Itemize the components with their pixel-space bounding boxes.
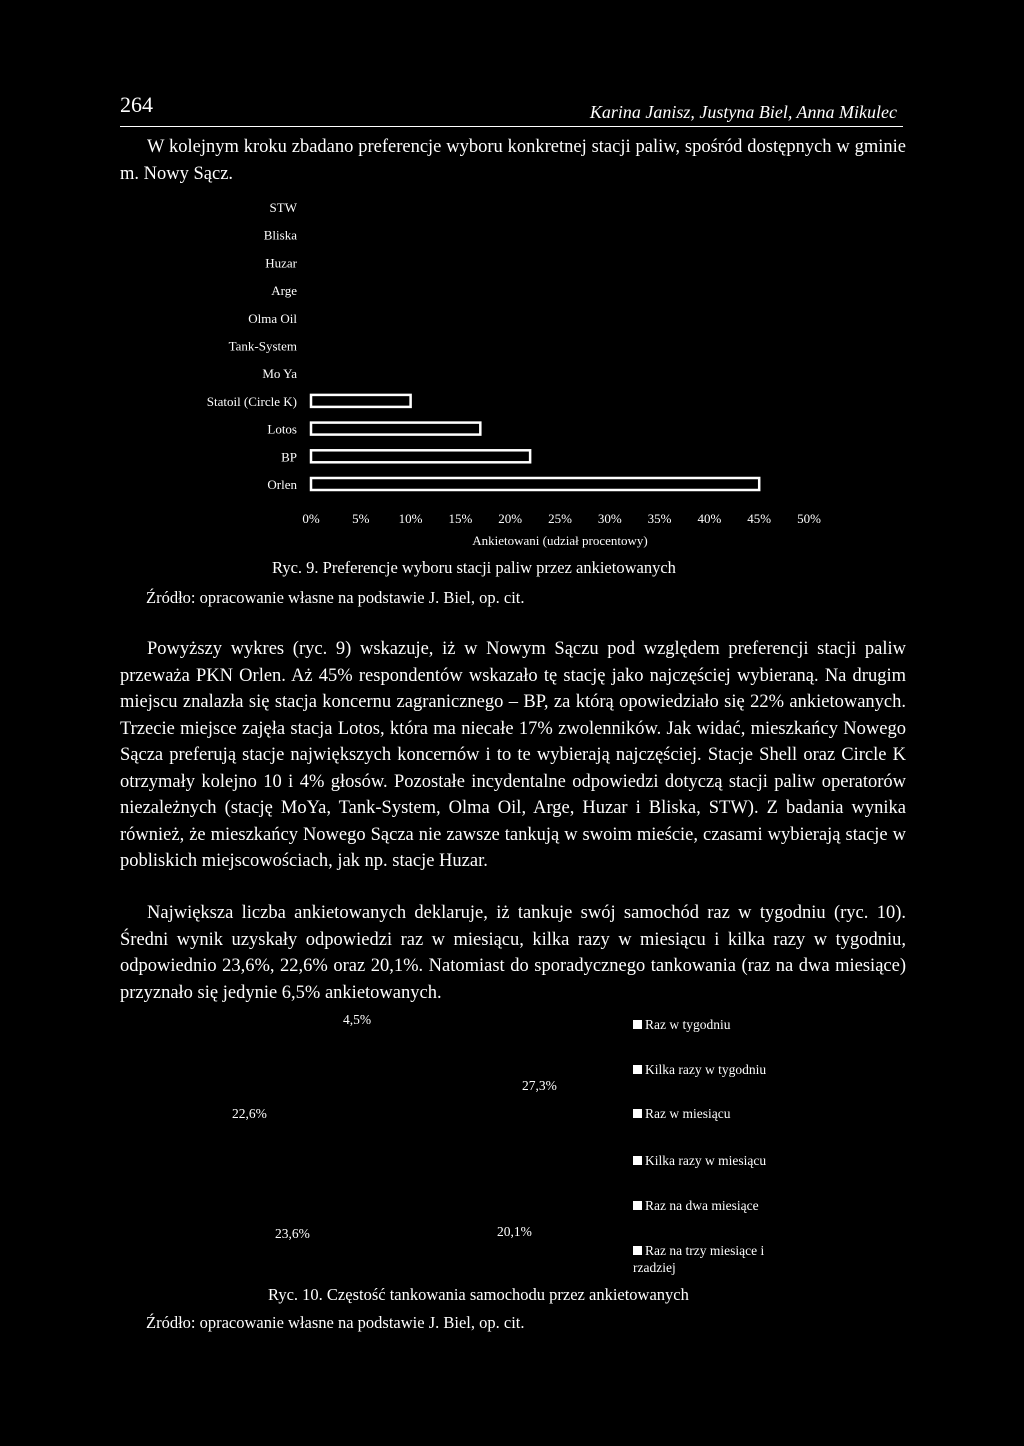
intro-paragraph: W kolejnym kroku zbadano preferencje wyboru konkretnej stacji paliw, spośród dostępnych w gminie m. Nowy Sącz. xyxy=(120,137,906,184)
bar xyxy=(311,256,314,268)
running-head: Karina Janisz, Justyna Biel, Anna Mikulec xyxy=(589,102,897,122)
bar xyxy=(311,284,314,296)
figure-caption-9: Ryc. 9. Preferencje wyboru stacji paliw przez ankietowanych xyxy=(272,558,676,577)
bar xyxy=(311,450,530,462)
category-label: Olma Oil xyxy=(248,310,297,326)
category-label: BP xyxy=(281,449,297,465)
legend-label: Kilka razy w miesiącu xyxy=(645,1153,767,1168)
bar xyxy=(311,478,759,490)
bar xyxy=(311,201,314,213)
figure-caption-10: Ryc. 10. Częstość tankowania samochodu przez ankietowanych xyxy=(268,1285,689,1304)
legend-item xyxy=(633,1016,803,1033)
bar xyxy=(311,395,411,407)
legend-label: Kilka razy w tygodniu xyxy=(645,1062,767,1077)
legend-item xyxy=(633,1197,803,1214)
category-label: Orlen xyxy=(267,477,297,492)
category-label: Huzar xyxy=(265,255,297,271)
body-paragraph-1: Powyższy wykres (ryc. 9) wskazuje, iż w Nowym Sączu pod względem preferencji stacji paliw przeważa PKN Orlen. Aż 45% respondentów wskazało tę stację jako najczęściej wybieraną. Na drugim miejscu znalazła się stacja koncernu zagranicznego – BP, za którą opowiedziało się 22% ankietowanych. Trzecie miejsce zajęła stacja Lotos, która ma niecałe 17% zwolenników. Jak widać, mieszkańcy Nowego Sącza preferują stacje największych koncernów i to te wybierają najczęściej. Stacje Shell oraz Circle K otrzymały kolejno 10 i 4% głosów. Pozostałe incydentalne odpowiedzi dotyczą stacji paliw operatorów niezależnych (stację MoYa, Tank-System, Olma Oil, Arge, Huzar i Bliska, STW). Z badania wynika również, że mieszkańcy Nowego Sącza nie zawsze tankują w swoim mieście, czasami wybierają stacje w pobliskich miejscowościach, jak np. stacje Huzar. xyxy=(120,639,906,871)
category-label: STW xyxy=(269,200,297,215)
x-tick-label: 5% xyxy=(352,511,370,526)
legend-swatch xyxy=(633,1201,642,1210)
x-tick-label: 10% xyxy=(398,511,423,526)
x-tick-label: 0% xyxy=(302,511,320,526)
legend-swatch xyxy=(633,1246,642,1255)
x-tick-label: 15% xyxy=(448,511,473,526)
legend-label: Raz na dwa miesiące xyxy=(645,1198,759,1213)
figure-source-9: Źródło: opracowanie własne na podstawie J. Biel, op. cit. xyxy=(146,588,525,607)
category-label: Arge xyxy=(271,283,297,299)
legend-label: Raz w miesiącu xyxy=(645,1106,731,1121)
x-tick-label: 30% xyxy=(597,511,622,526)
bar xyxy=(311,340,314,352)
legend-swatch xyxy=(633,1020,642,1029)
legend-label: Raz na trzy miesiące i rzadziej xyxy=(633,1243,765,1275)
pie-data-label: 22,6% xyxy=(232,1106,267,1121)
x-axis-label: Ankietowani (udział procentowy) xyxy=(472,533,648,548)
figure-source-10: Źródło: opracowanie własne na podstawie J. Biel, op. cit. xyxy=(146,1313,525,1332)
pie-data-label: 20,1% xyxy=(497,1224,532,1239)
category-label: Bliska xyxy=(263,227,297,243)
legend-swatch xyxy=(633,1109,642,1118)
x-tick-label: 40% xyxy=(697,511,722,526)
x-tick-label: 45% xyxy=(747,511,772,526)
legend-item xyxy=(633,1105,803,1122)
bar xyxy=(311,367,314,379)
legend-label: Raz w tygodniu xyxy=(645,1017,731,1032)
body-paragraph-2: Największa liczba ankietowanych deklaruje, iż tankuje swój samochód raz w tygodniu (ryc. 10). Średni wynik uzyskały odpowiedzi raz w miesiącu, kilka razy w miesiącu i kilka razy w tygodniu, odpowiednio 23,6%, 22,6% oraz 20,1%. Natomiast do sporadycznego tankowania (raz na dwa miesiące) przyznało się jedynie 6,5% ankietowanych. xyxy=(120,903,906,1003)
legend-swatch xyxy=(633,1065,642,1074)
category-label: Statoil (Circle K) xyxy=(206,393,297,409)
x-tick-label: 35% xyxy=(647,511,672,526)
legend-item xyxy=(633,1152,803,1169)
legend-item xyxy=(633,1061,803,1078)
x-tick-label: 50% xyxy=(797,511,821,526)
bar xyxy=(311,312,314,324)
x-tick-label: 25% xyxy=(548,511,572,526)
legend-item xyxy=(633,1242,793,1276)
page-number: 264 xyxy=(120,92,153,117)
pie-data-label: 23,6% xyxy=(275,1226,310,1241)
pie-data-label: 27,3% xyxy=(522,1078,557,1093)
bar xyxy=(311,229,314,241)
category-label: Tank-System xyxy=(228,338,297,354)
pie-data-label: 4,5% xyxy=(343,1012,372,1027)
x-tick-label: 20% xyxy=(498,511,523,526)
category-label: Lotos xyxy=(267,421,297,437)
category-label: Mo Ya xyxy=(262,366,297,382)
bar xyxy=(311,423,480,435)
legend-swatch xyxy=(633,1156,642,1165)
